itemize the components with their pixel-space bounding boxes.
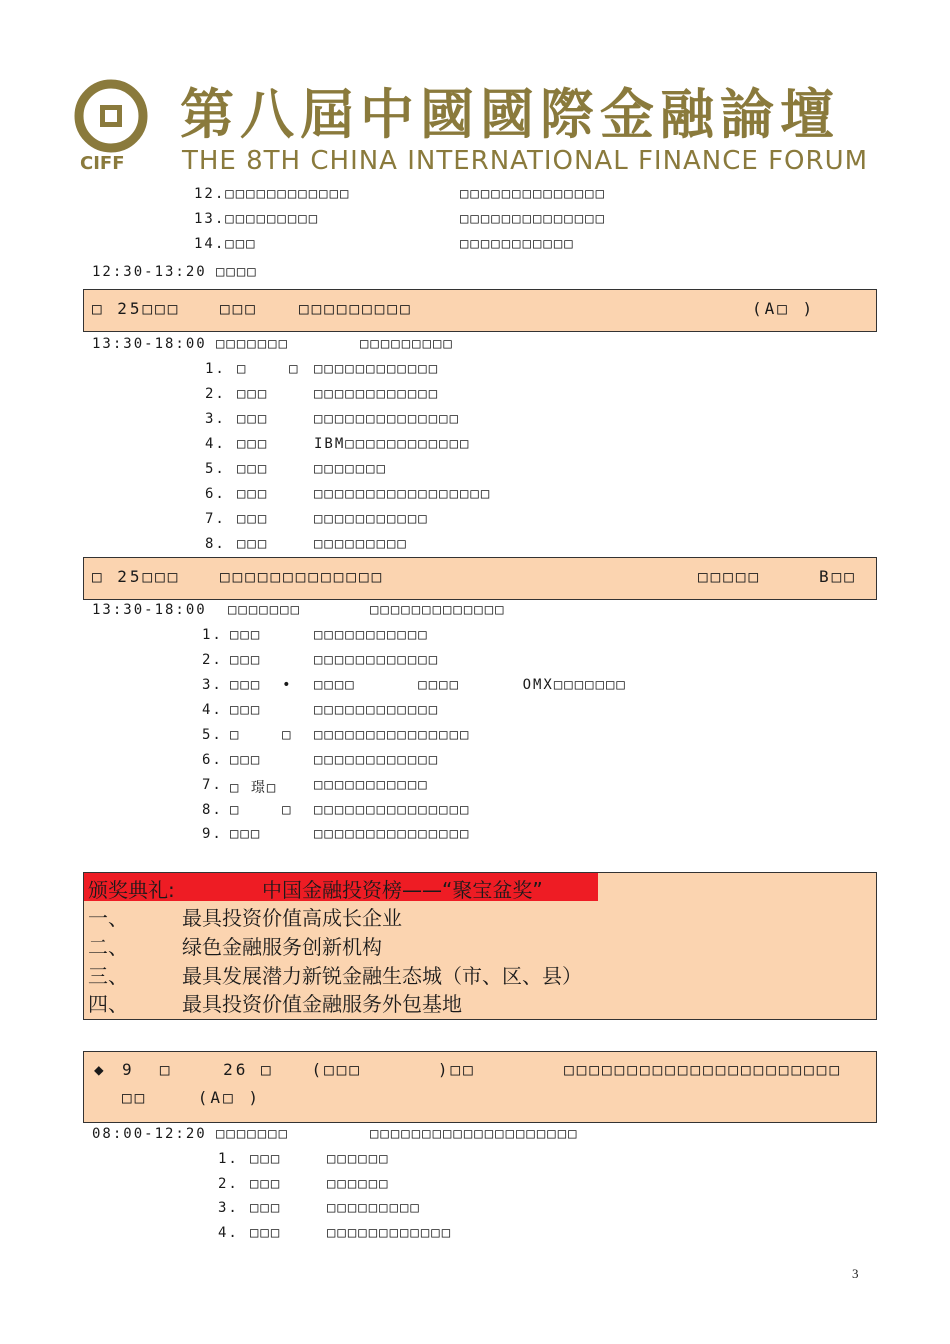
list-item: 14.□□□ — [194, 236, 257, 252]
award-item-number: 三、 — [88, 964, 128, 988]
diamond-bullet-icon: ◆ — [94, 1060, 107, 1079]
speaker-name: □□□ — [230, 627, 262, 643]
session-column-label: □□□□□□□ — [216, 1126, 290, 1142]
speaker-org: □□□□□□□□□□□ — [314, 777, 429, 793]
ciff-coin-logo-icon — [70, 78, 152, 160]
forum-title-en: THE 8TH CHINA INTERNATIONAL FINANCE FORUM — [182, 146, 869, 176]
list-item: □□□□□□□□□□□□□□ — [460, 186, 607, 202]
speaker-number: 8. — [202, 802, 223, 818]
speaker-number: 2. — [202, 652, 223, 668]
speaker-number: 5. — [205, 461, 226, 477]
session-date: □ 25□□□ — [92, 567, 181, 586]
speaker-org: □□□□□□ — [327, 1151, 390, 1167]
session-room: □□ (A□ ) — [122, 1088, 261, 1107]
session-room: (A□ ) — [752, 299, 816, 318]
speaker-name: □□□ — [237, 511, 269, 527]
session-room: B□□ — [819, 567, 857, 586]
speaker-name: □ □ — [230, 727, 293, 743]
session-header-box — [83, 289, 877, 332]
speaker-number: 1. — [218, 1151, 239, 1167]
session-header-box — [83, 557, 877, 600]
speaker-org: □□□□□□□□□□□□□□□ — [314, 802, 471, 818]
speaker-org: □□□□□□□□□□□□ — [314, 752, 440, 768]
speaker-number: 4. — [202, 702, 223, 718]
speaker-number: 5. — [202, 727, 223, 743]
award-item-text: 最具发展潜力新锐金融生态城（市、区、县） — [182, 964, 582, 988]
award-item-text: 绿色金融服务创新机构 — [182, 935, 382, 959]
speaker-org: IBM□□□□□□□□□□□□ — [314, 436, 471, 452]
speaker-number: 9. — [202, 826, 223, 842]
speaker-number: 7. — [205, 511, 226, 527]
award-item-text: 最具投资价值金融服务外包基地 — [182, 992, 462, 1016]
speaker-number: 8. — [205, 536, 226, 552]
speaker-number: 1. — [202, 627, 223, 643]
speaker-name: □□□ — [230, 752, 262, 768]
session-time: 08:00-12:20 — [92, 1126, 207, 1142]
list-item: □□□□□□□□□□□□□□ — [460, 211, 607, 227]
speaker-name: □□□ — [230, 652, 262, 668]
speaker-name: □□□ — [237, 411, 269, 427]
speaker-name: □□□ — [250, 1176, 282, 1192]
speaker-number: 4. — [205, 436, 226, 452]
speaker-number: 7. — [202, 777, 223, 793]
speaker-number: 3. — [202, 677, 223, 693]
speaker-name: □□□ — [237, 436, 269, 452]
award-item-text: 最具投资价值高成长企业 — [182, 906, 402, 930]
speaker-name: □□□ — [230, 826, 262, 842]
speaker-org: □□□□□□□□□□□□ — [314, 702, 440, 718]
session-column-label: □□□□□□□□□ — [360, 336, 454, 352]
speaker-name: □□□ • — [230, 677, 293, 693]
award-item-number: 四、 — [88, 992, 128, 1016]
speaker-org: □□□□□□□□□□□□ — [314, 652, 440, 668]
speaker-name: □□□ — [250, 1151, 282, 1167]
list-item: □□□□□□□□□□□ — [460, 236, 575, 252]
session-column-label: □□□□□□□□□□□□□□□□□□□□ — [370, 1126, 579, 1142]
list-item: 12.□□□□□□□□□□□□ — [194, 186, 351, 202]
speaker-number: 4. — [218, 1225, 239, 1241]
speaker-org: □□□□□□□□□ — [314, 536, 408, 552]
speaker-name: □□□ — [250, 1225, 282, 1241]
speaker-name: □□□ — [237, 386, 269, 402]
speaker-org: □□□□□□□ — [314, 461, 388, 477]
award-item-number: 一、 — [88, 906, 128, 930]
speaker-org: □□□□□□ — [327, 1176, 390, 1192]
session-title: □□□□□□□□□ — [299, 299, 413, 318]
session-column-label: □□□□□□□ — [216, 336, 290, 352]
session-time-label: □□□ — [220, 299, 258, 318]
award-ceremony-box — [83, 872, 877, 1020]
speaker-number: 3. — [205, 411, 226, 427]
speaker-number: 1. — [205, 361, 226, 377]
session-header-box — [83, 1051, 877, 1123]
session-date: □ 25□□□ — [92, 299, 181, 318]
speaker-org: □□□□□□□□□ — [327, 1200, 421, 1216]
speaker-number: 2. — [218, 1176, 239, 1192]
speaker-org: □□□□□□□□□□□□□□□□□ — [314, 486, 492, 502]
speaker-name: □□□ — [230, 702, 262, 718]
speaker-name: □ 璟□ — [230, 780, 278, 796]
speaker-number: 2. — [205, 386, 226, 402]
speaker-name: □ □ — [237, 361, 300, 377]
speaker-org: □□□□□□□□□□□□ — [314, 386, 440, 402]
speaker-name: □□□ — [237, 536, 269, 552]
speaker-number: 3. — [218, 1200, 239, 1216]
speaker-number: 6. — [205, 486, 226, 502]
session-time: 13:30-18:00 — [92, 336, 207, 352]
speaker-org: □□□□□□□□□□□ — [314, 511, 429, 527]
session-column-label: □□□□□□□ — [228, 602, 302, 618]
lunch-label: □□□□ — [216, 264, 258, 280]
page-number: 3 — [852, 1266, 859, 1281]
speaker-org: □□□□ □□□□ OMX□□□□□□□ — [314, 677, 627, 693]
speaker-name: □ □ — [230, 802, 293, 818]
ciff-logo-text: CIFF — [80, 153, 125, 174]
speaker-org: □□□□□□□□□□□□□□ — [314, 411, 461, 427]
speaker-org: □□□□□□□□□□□□ — [327, 1225, 453, 1241]
speaker-org: □□□□□□□□□□□□ — [314, 361, 440, 377]
session-title: 9 □ 26 □ (□□□ )□□ □□□□□□□□□□□□□□□□□□□□□□ — [122, 1060, 843, 1079]
forum-title-cn: 第八屆中國國際金融論壇 — [180, 82, 840, 146]
speaker-org: □□□□□□□□□□□□□□□ — [314, 826, 471, 842]
session-time: 13:30-18:00 — [92, 602, 207, 618]
list-item: 13.□□□□□□□□□ — [194, 211, 320, 227]
lunch-time: 12:30-13:20 — [92, 264, 207, 280]
speaker-name: □□□ — [237, 461, 269, 477]
speaker-name: □□□ — [250, 1200, 282, 1216]
session-column-label: □□□□□□□□□□□□□ — [370, 602, 506, 618]
session-venue: □□□□□ — [698, 567, 762, 586]
speaker-number: 6. — [202, 752, 223, 768]
session-title: □□□□□□□□□□□□□ — [220, 567, 385, 586]
speaker-org: □□□□□□□□□□□□□□□ — [314, 727, 471, 743]
award-title-text: 中国金融投资榜——“聚宝盆奖” — [262, 878, 543, 902]
speaker-name: □□□ — [237, 486, 269, 502]
award-title-label: 颁奖典礼: — [88, 878, 175, 902]
award-item-number: 二、 — [88, 935, 128, 959]
speaker-org: □□□□□□□□□□□ — [314, 627, 429, 643]
